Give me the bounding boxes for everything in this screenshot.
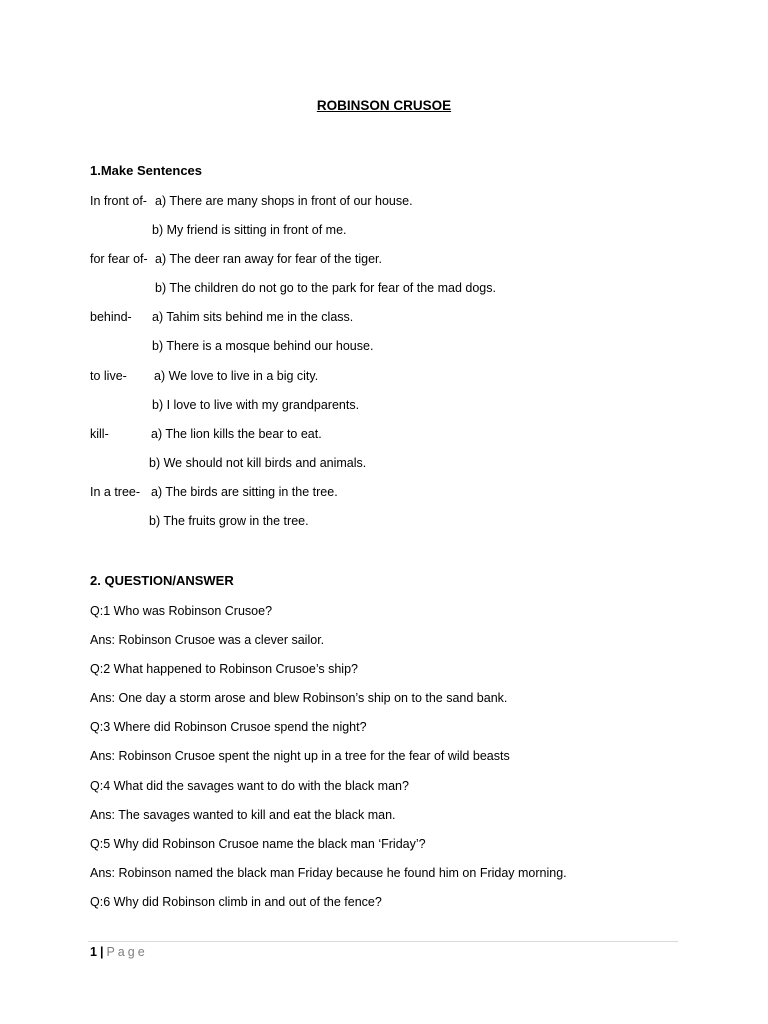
qa-line: Q:5 Why did Robinson Crusoe name the black man ‘Friday’? (90, 837, 426, 851)
sentence-b: b) We should not kill birds and animals. (149, 456, 367, 470)
page-label: Page (106, 945, 148, 959)
section2-heading: 2. QUESTION/ANSWER (90, 573, 234, 588)
qa-line: Q:4 What did the savages want to do with the black man? (90, 779, 409, 793)
sentence-term: behind- (90, 310, 132, 324)
sentence-term: to live- (90, 369, 127, 383)
qa-line: Q:3 Where did Robinson Crusoe spend the night? (90, 720, 367, 734)
qa-line: Ans: One day a storm arose and blew Robinson’s ship on to the sand bank. (90, 691, 508, 705)
qa-line: Q:1 Who was Robinson Crusoe? (90, 604, 273, 618)
sentence-a: a) We love to live in a big city. (154, 369, 319, 383)
section1-heading: 1.Make Sentences (90, 163, 203, 178)
qa-line: Q:6 Why did Robinson climb in and out of the fence? (90, 895, 382, 909)
qa-line: Ans: Robinson Crusoe was a clever sailor. (90, 633, 325, 647)
qa-line: Ans: The savages wanted to kill and eat the black man. (90, 808, 396, 822)
document-title: ROBINSON CRUSOE (316, 98, 452, 113)
footer-divider (88, 941, 678, 942)
sentence-term: for fear of- (90, 252, 148, 266)
page-footer (90, 944, 148, 960)
sentence-term: In front of- (90, 194, 147, 208)
sentence-b: b) The children do not go to the park for fear of the mad dogs. (155, 281, 496, 295)
sentence-b: b) The fruits grow in the tree. (149, 514, 309, 528)
page-number: 1 (90, 945, 97, 959)
qa-line: Ans: Robinson Crusoe spent the night up in a tree for the fear of wild beasts (90, 749, 510, 763)
footer-separator: | (99, 945, 104, 959)
sentence-a: a) There are many shops in front of our house. (155, 194, 413, 208)
sentence-a: a) Tahim sits behind me in the class. (152, 310, 354, 324)
sentence-term: In a tree- (90, 485, 141, 499)
sentence-b: b) There is a mosque behind our house. (152, 339, 374, 353)
sentence-b: b) My friend is sitting in front of me. (152, 223, 347, 237)
sentence-a: a) The birds are sitting in the tree. (151, 485, 338, 499)
sentence-a: a) The deer ran away for fear of the tiger. (155, 252, 382, 266)
sentence-term: kill- (90, 427, 109, 441)
qa-line: Q:2 What happened to Robinson Crusoe’s ship? (90, 662, 358, 676)
sentence-b: b) I love to live with my grandparents. (152, 398, 360, 412)
qa-line: Ans: Robinson named the black man Friday because he found him on Friday morning. (90, 866, 567, 880)
sentence-a: a) The lion kills the bear to eat. (151, 427, 322, 441)
